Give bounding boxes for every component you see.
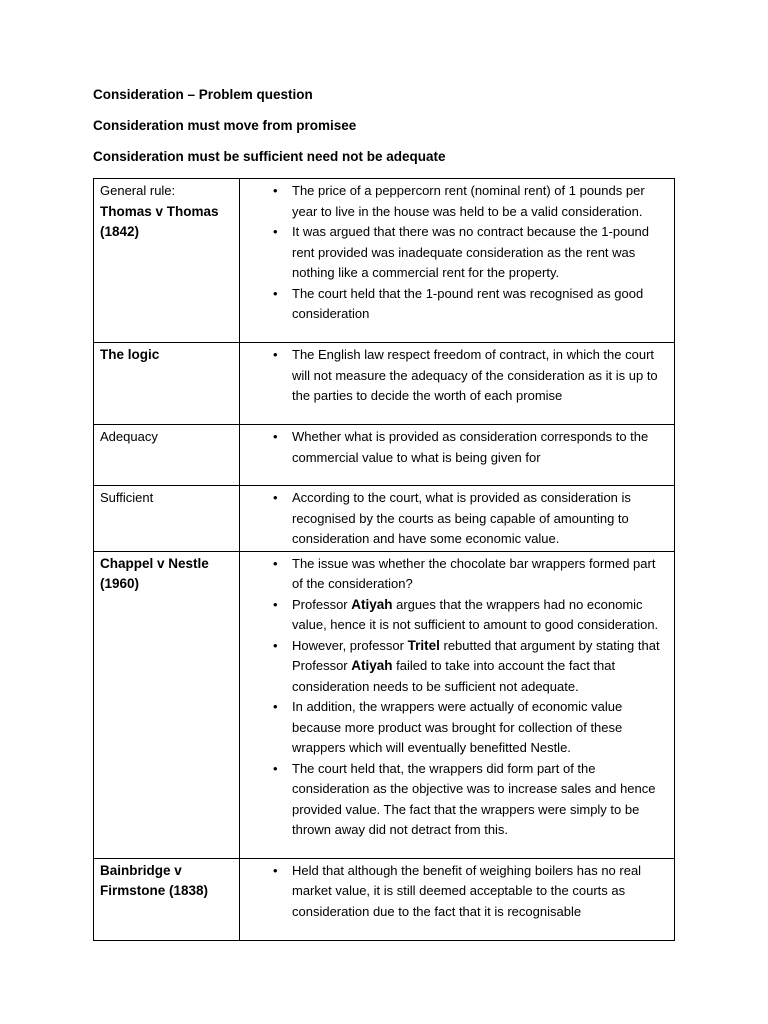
bullet-list bbox=[246, 345, 668, 407]
row-label-cell bbox=[94, 858, 240, 940]
table-row bbox=[94, 551, 675, 858]
bullet-list bbox=[246, 554, 668, 841]
list-item: • Whether what is provided as consideration corresponds to the commercial value to what is being given for bbox=[246, 427, 668, 468]
case-name: Chappel v Nestle (1960) bbox=[100, 555, 209, 591]
text-run: argues that the wrappers had no economic value, hence it is not sufficient to amount to good consideration. bbox=[292, 596, 659, 632]
list-item: • The court held that, the wrappers did form part of the consideration as the objective was to increase sales and hence provided value. The fact that the wrappers were simply to be thrown away did not detract from this. bbox=[246, 759, 668, 841]
bullet-list bbox=[246, 488, 668, 550]
row-label-cell bbox=[94, 425, 240, 486]
row-label: Sufficient bbox=[100, 490, 154, 505]
bullet-list bbox=[246, 181, 668, 325]
row-label-cell bbox=[94, 551, 240, 858]
row-label: General rule: bbox=[100, 183, 176, 198]
list-item: • The court held that the 1-pound rent was recognised as good consideration bbox=[246, 284, 668, 325]
bullet-list bbox=[246, 427, 668, 468]
table-row bbox=[94, 425, 675, 486]
text-run: However, professor bbox=[292, 637, 408, 653]
text-run: rebutted that argument by stating that Professor bbox=[292, 637, 660, 673]
row-content-cell bbox=[240, 551, 675, 858]
list-item bbox=[246, 595, 668, 636]
row-content-cell bbox=[240, 486, 675, 552]
highlighted-name: Atiyah bbox=[351, 596, 393, 612]
document-title: Consideration – Problem question bbox=[93, 87, 313, 102]
notes-table bbox=[93, 178, 675, 941]
list-item: • The issue was whether the chocolate bar wrappers formed part of the consideration? bbox=[246, 554, 668, 595]
list-item: • According to the court, what is provided as consideration is recognised by the courts as being capable of amounting to consideration and have some economic value. bbox=[246, 488, 668, 550]
row-label-cell bbox=[94, 486, 240, 552]
row-content-cell bbox=[240, 343, 675, 425]
row-content-cell bbox=[240, 425, 675, 486]
subheading-promisee: Consideration must move from promisee bbox=[93, 118, 357, 133]
case-name: Thomas v Thomas (1842) bbox=[100, 203, 219, 239]
text-run: Professor bbox=[292, 596, 352, 612]
table-row bbox=[94, 486, 675, 552]
list-item: • The English law respect freedom of contract, in which the court will not measure the adequacy of the consideration as it is up to the parties to decide the worth of each promise bbox=[246, 345, 668, 407]
list-item bbox=[246, 636, 668, 698]
highlighted-name: Tritel bbox=[407, 637, 440, 653]
case-name: The logic bbox=[100, 347, 160, 362]
text-run: failed to take into account the fact that consideration needs to be sufficient not adequate. bbox=[292, 658, 616, 694]
highlighted-name: Atiyah bbox=[351, 658, 393, 673]
row-label-cell bbox=[94, 343, 240, 425]
row-content-cell bbox=[240, 179, 675, 343]
row-label-cell bbox=[94, 179, 240, 343]
table-row bbox=[94, 343, 675, 425]
list-item: • It was argued that there was no contract because the 1-pound rent provided was inadequate consideration as the rent was nothing like a commercial rent for the property. bbox=[246, 222, 668, 284]
list-item: • Held that although the benefit of weighing boilers has no real market value, it is still deemed acceptable to the courts as consideration due to the fact that it is recognisable bbox=[246, 861, 668, 923]
row-label: Adequacy bbox=[100, 429, 158, 444]
subheading-sufficiency: Consideration must be sufficient need not be adequate bbox=[93, 149, 446, 164]
bullet-list bbox=[246, 861, 668, 923]
list-item: • In addition, the wrappers were actually of economic value because more product was brought for collection of these wrappers which will eventually benefitted Nestle. bbox=[246, 697, 668, 759]
list-item: • The price of a peppercorn rent (nominal rent) of 1 pounds per year to live in the house was held to be a valid consideration. bbox=[246, 181, 668, 222]
row-content-cell bbox=[240, 858, 675, 940]
table-row bbox=[94, 858, 675, 940]
table-row bbox=[94, 179, 675, 343]
case-name: Bainbridge v Firmstone (1838) bbox=[100, 862, 209, 898]
